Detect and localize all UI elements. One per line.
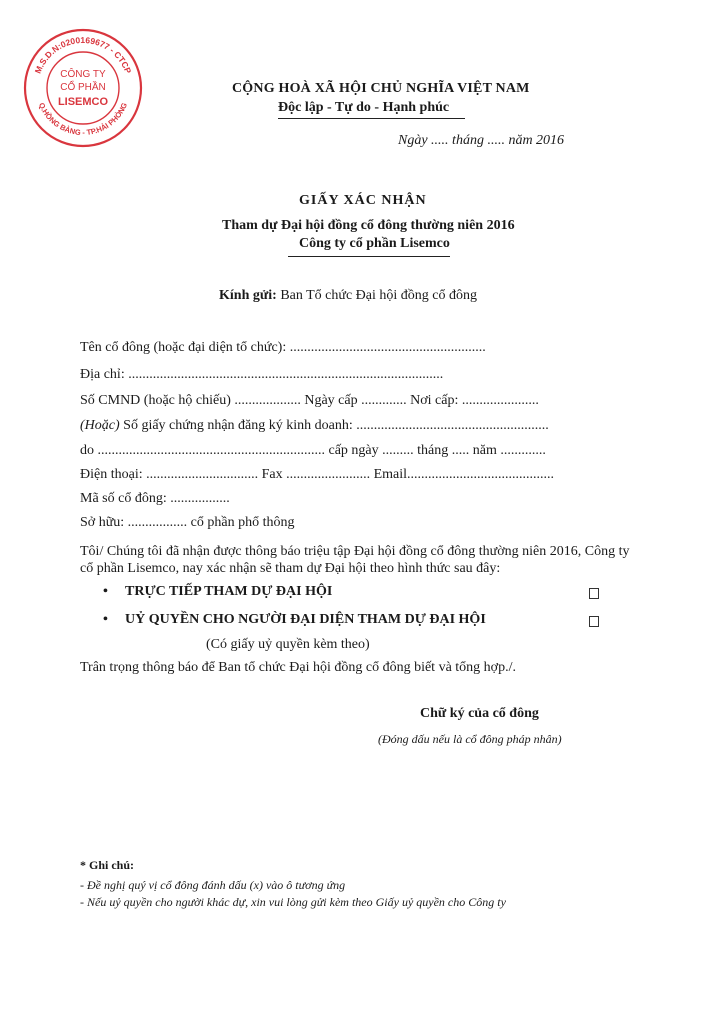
field-contact[interactable]: Điện thoại: ................................ Fax ........................ Email.......................................... [80,467,555,482]
alt-rest: Số giấy chứng nhận đăng ký kinh doanh: ....................................................... [119,418,549,433]
option-note: (Có giấy uỷ quyền kèm theo) [206,637,370,652]
confirmation-statement: Tôi/ Chúng tôi đã nhận được thông báo triệu tập Đại hội đồng cổ đông thường niên 2016, Công ty cổ phần Lisemco, nay xác nhận sẽ tham dự Đại hội theo hình thức sau đây: [80,544,630,576]
note-item: - Đề nghị quý vị cổ đông đánh dấu (x) vào ô tương ứng [80,878,346,892]
field-id-number[interactable]: Số CMND (hoặc hộ chiếu) ................... Ngày cấp ............. Nơi cấp: ...................... [80,393,539,408]
signature-note: (Đóng dấu nếu là cổ đông pháp nhân) [378,732,562,746]
document-date: Ngày ..... tháng ..... năm 2016 [398,133,565,148]
bullet-icon: • [103,584,108,599]
stamp-line3: LISEMCO [57,96,109,108]
option-proxy-attendance [103,612,486,628]
recipient-value: Ban Tổ chức Đại hội đồng cổ đông [276,288,477,303]
field-business-registration[interactable] [80,418,549,434]
recipient-label: Kính gửi: [219,288,277,303]
company-stamp [22,27,144,149]
note-item: - Nếu uỷ quyền cho người khác dự, xin vui lòng gửi kèm theo Giấy uỷ quyền cho Công ty [80,895,506,909]
bullet-icon: • [103,612,108,627]
signature-title: Chữ ký của cổ đông [420,706,539,721]
field-issued-by[interactable]: do ................................................................. cấp ngày ......... tháng ..... năm ............. [80,443,546,458]
field-shareholder-code[interactable]: Mã số cổ đông: ................. [80,491,230,506]
recipient-line [219,288,477,304]
document-title: GIẤY XÁC NHẬN [299,193,427,208]
option-label: TRỰC TIẾP THAM DỰ ĐẠI HỘI [125,584,333,599]
alt-prefix: (Hoặc) [80,418,120,433]
checkbox-proxy-attendance[interactable] [589,616,599,627]
document-subtitle-2: Công ty cổ phần Lisemco [299,236,450,251]
motto: Độc lập - Tự do - Hạnh phúc [278,100,450,115]
field-shareholder-name[interactable]: Tên cổ đông (hoặc đại diện tổ chức): ........................................................ [80,340,486,355]
field-address[interactable]: Địa chỉ: .......................................................................................... [80,367,444,382]
document-subtitle-1: Tham dự Đại hội đồng cổ đông thường niên 2016 [222,218,515,233]
subtitle-underline [288,256,450,257]
country-header: CỘNG HOÀ XÃ HỘI CHỦ NGHĨA VIỆT NAM [232,81,530,96]
checkbox-direct-attendance[interactable] [589,588,599,599]
closing-line: Trân trọng thông báo để Ban tổ chức Đại hội đồng cổ đông biết và tổng hợp./. [80,660,516,675]
option-label: UỶ QUYỀN CHO NGƯỜI ĐẠI DIỆN THAM DỰ ĐẠI HỘI [125,612,486,627]
stamp-line2: CỔ PHẦN [60,82,106,93]
field-ownership[interactable]: Sở hữu: ................. cổ phần phổ thông [80,515,295,530]
stamp-text-bottom: Q.HỒNG BÀNG - TP.HẢI PHÒNG [36,101,130,138]
stamp-text-top: M.S.D.N:0200169677 - CTCP [32,34,134,75]
notes-heading: * Ghi chú: [80,858,135,872]
motto-underline [278,118,465,119]
stamp-line1: CÔNG TY [60,69,106,80]
option-direct-attendance [103,584,332,600]
